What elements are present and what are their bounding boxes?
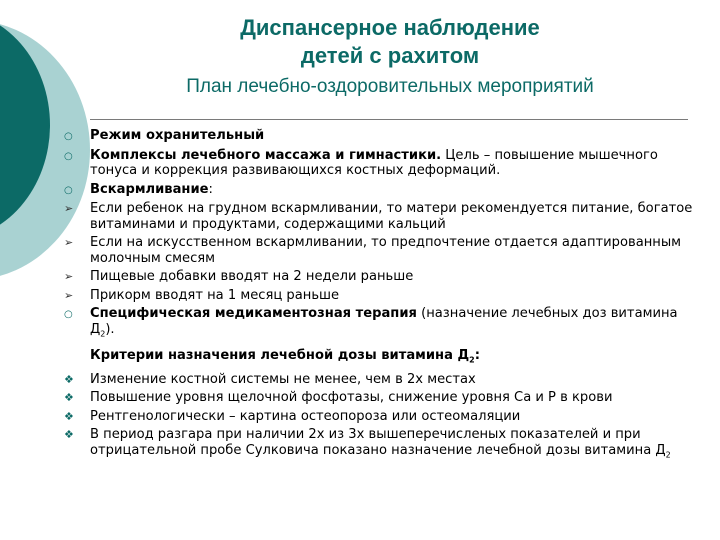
item-text: : — [208, 181, 213, 197]
item-bold: Вскармливание — [90, 181, 209, 197]
item-text: Цель – повышение мышечного тонуса и коррекция развивающихся костных деформаций. — [90, 147, 658, 178]
slide-subtitle: План лечебно-оздоровительных мероприятий — [186, 76, 594, 97]
arrow-bullet-icon — [64, 288, 90, 304]
item-text: (назначение лечебных доз витамина Д — [90, 306, 678, 337]
item-bold: Специфическая медикаментозная терапия — [90, 306, 417, 321]
list-item — [64, 372, 694, 388]
list-item — [64, 409, 694, 425]
title-line-1: Диспансерное наблюдение — [240, 15, 540, 40]
item-text: Рентгенологически – картина остеопороза или остеомаляции — [90, 408, 521, 424]
criteria-text: Критерии назначения лечебной дозы витамина Д — [90, 347, 470, 363]
item-bold: Режим охранительный — [90, 128, 265, 143]
criteria-heading — [90, 348, 694, 368]
list-item — [64, 148, 694, 179]
list-item — [64, 128, 694, 145]
title-line-2: детей с рахитом — [300, 43, 480, 68]
list-item — [64, 306, 694, 342]
slide-title — [90, 14, 690, 98]
list-item — [64, 201, 694, 232]
diamond-bullet-icon — [64, 390, 90, 406]
item-text: Повышение уровня щелочной фосфотазы, снижение уровня Са и Р в крови — [90, 390, 613, 406]
item-text: Изменение костной системы не менее, чем в 2х местах — [90, 371, 476, 387]
criteria-end: : — [474, 347, 480, 363]
title-divider — [90, 119, 688, 120]
item-text: В период разгара при наличии 2х из 3х вышеперечисленых показателей и при отрицательной пробе Сулковича показано назначение лечебной дозы витамина Д — [90, 427, 666, 458]
circle-bullet-icon — [64, 182, 90, 199]
list-item — [64, 288, 694, 304]
circle-bullet-icon — [64, 306, 90, 323]
item-text: Если ребенок на грудном вскармливании, то матери рекомендуется питание, богатое витаминами и продуктами, содержащими кальций — [90, 201, 693, 232]
diamond-bullet-icon — [64, 427, 90, 443]
list-item — [64, 427, 694, 463]
arrow-bullet-icon — [64, 269, 90, 285]
item-text: Прикорм вводят на 1 месяц раньше — [90, 287, 340, 303]
item-text: Пищевые добавки вводят на 2 недели раньше — [90, 269, 414, 284]
item-text-end: ). — [105, 321, 115, 337]
list-item — [64, 182, 694, 199]
item-bold: Комплексы лечебного массажа и гимнастики. — [90, 147, 442, 163]
subscript: 2 — [665, 450, 671, 460]
arrow-bullet-icon — [64, 201, 90, 217]
subscript: 2 — [100, 329, 106, 339]
slide-content — [64, 128, 694, 466]
item-text: Если на искусственном вскармливании, то предпочтение отдается адаптированным молочным смесям — [90, 235, 682, 266]
arrow-bullet-icon — [64, 235, 90, 251]
circle-bullet-icon — [64, 128, 90, 145]
subscript: 2 — [469, 355, 475, 365]
list-item — [64, 390, 694, 406]
circle-bullet-icon — [64, 148, 90, 165]
list-item — [64, 235, 694, 266]
diamond-bullet-icon — [64, 409, 90, 425]
diamond-bullet-icon — [64, 372, 90, 388]
list-item — [64, 269, 694, 285]
